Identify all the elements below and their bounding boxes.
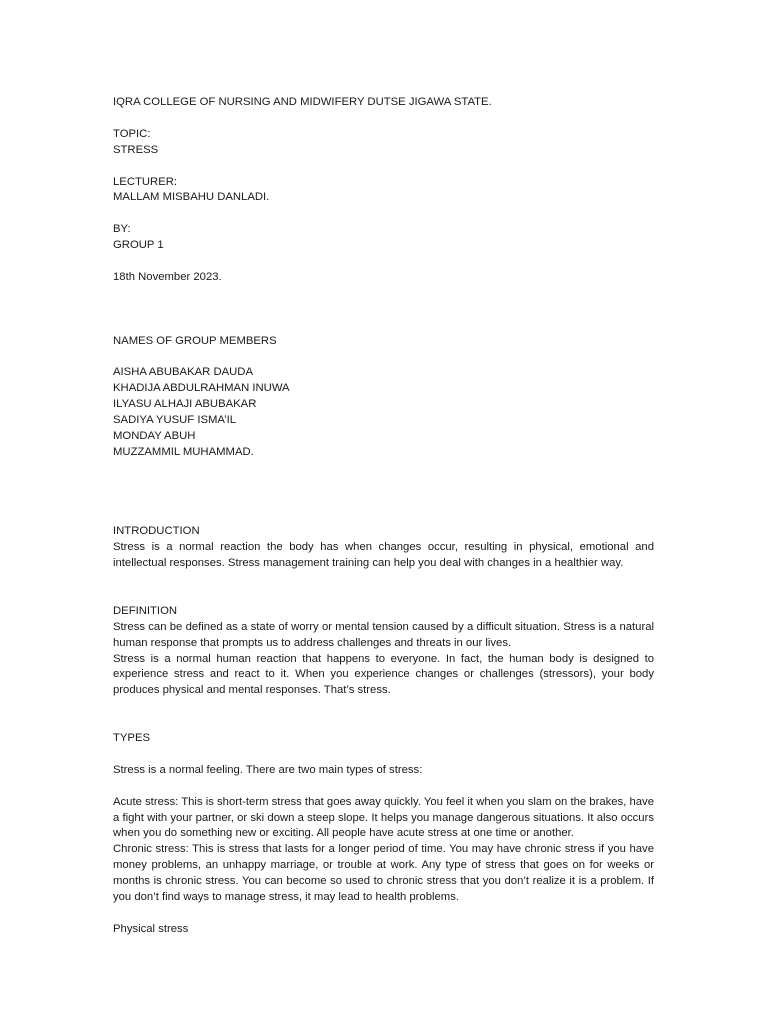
member-name: MONDAY ABUH (113, 429, 196, 442)
member-name: SADIYA YUSUF ISMA’IL (113, 414, 237, 427)
definition-paragraph: Stress can be defined as a state of worry or mental tension caused by a difficult situation. Stress is a natural human response that prompts us to address challenges and threats in our lives. (113, 620, 654, 649)
chronic-stress-paragraph: Chronic stress: This is stress that lasts for a longer period of time. You may have chronic stress if you have money problems, an unhappy marriage, or trouble at work. Any type of stress that goes on for weeks or months is chronic stress. You can become so used to chronic stress that you don’t realize it is a problem. If you don’t find ways to manage stress, it may lead to health problems. (113, 843, 654, 904)
member-name: MUZZAMMIL MUHAMMAD. (113, 445, 254, 458)
introduction-heading: INTRODUCTION (113, 525, 200, 538)
types-intro: Stress is a normal feeling. There are two main types of stress: (113, 763, 423, 776)
document-date: 18th November 2023. (113, 270, 222, 283)
members-heading: NAMES OF GROUP MEMBERS (113, 334, 277, 347)
by-label: BY: (113, 223, 131, 236)
member-name: AISHA ABUBAKAR DAUDA (113, 366, 254, 379)
definition-paragraph: Stress is a normal human reaction that happens to everyone. In fact, the human body is designed to experience stress and react to it. When you experience changes or challenges (stressors), your body produces physical and mental responses. That’s stress. (113, 652, 654, 697)
introduction-text: Stress is a normal reaction the body has when changes occur, resulting in physical, emotional and intellectual responses. Stress management training can help you deal with changes in a healthier way. (113, 541, 654, 570)
member-name: ILYASU ALHAJI ABUBAKAR (113, 398, 257, 411)
definition-heading: DEFINITION (113, 604, 178, 617)
topic-label: TOPIC: (113, 127, 151, 140)
types-heading: TYPES (113, 732, 151, 745)
college-name: IQRA COLLEGE OF NURSING AND MIDWIFERY DUTSE JIGAWA STATE. (113, 96, 492, 108)
topic-value: STRESS (113, 143, 159, 156)
group-name: GROUP 1 (113, 239, 164, 252)
document-body (113, 95, 654, 938)
acute-stress-paragraph: Acute stress: This is short-term stress that goes away quickly. You feel it when you slam on the brakes, have a fight with your partner, or ski down a steep slope. It helps you manage dangerous situations. It also occurs when you do something new or exciting. All people have acute stress at one time or another. (113, 795, 654, 840)
physical-stress-heading: Physical stress (113, 922, 189, 935)
lecturer-name: MALLAM MISBAHU DANLADI. (113, 191, 270, 204)
member-name: KHADIJA ABDULRAHMAN INUWA (113, 382, 290, 395)
lecturer-label: LECTURER: (113, 175, 178, 188)
